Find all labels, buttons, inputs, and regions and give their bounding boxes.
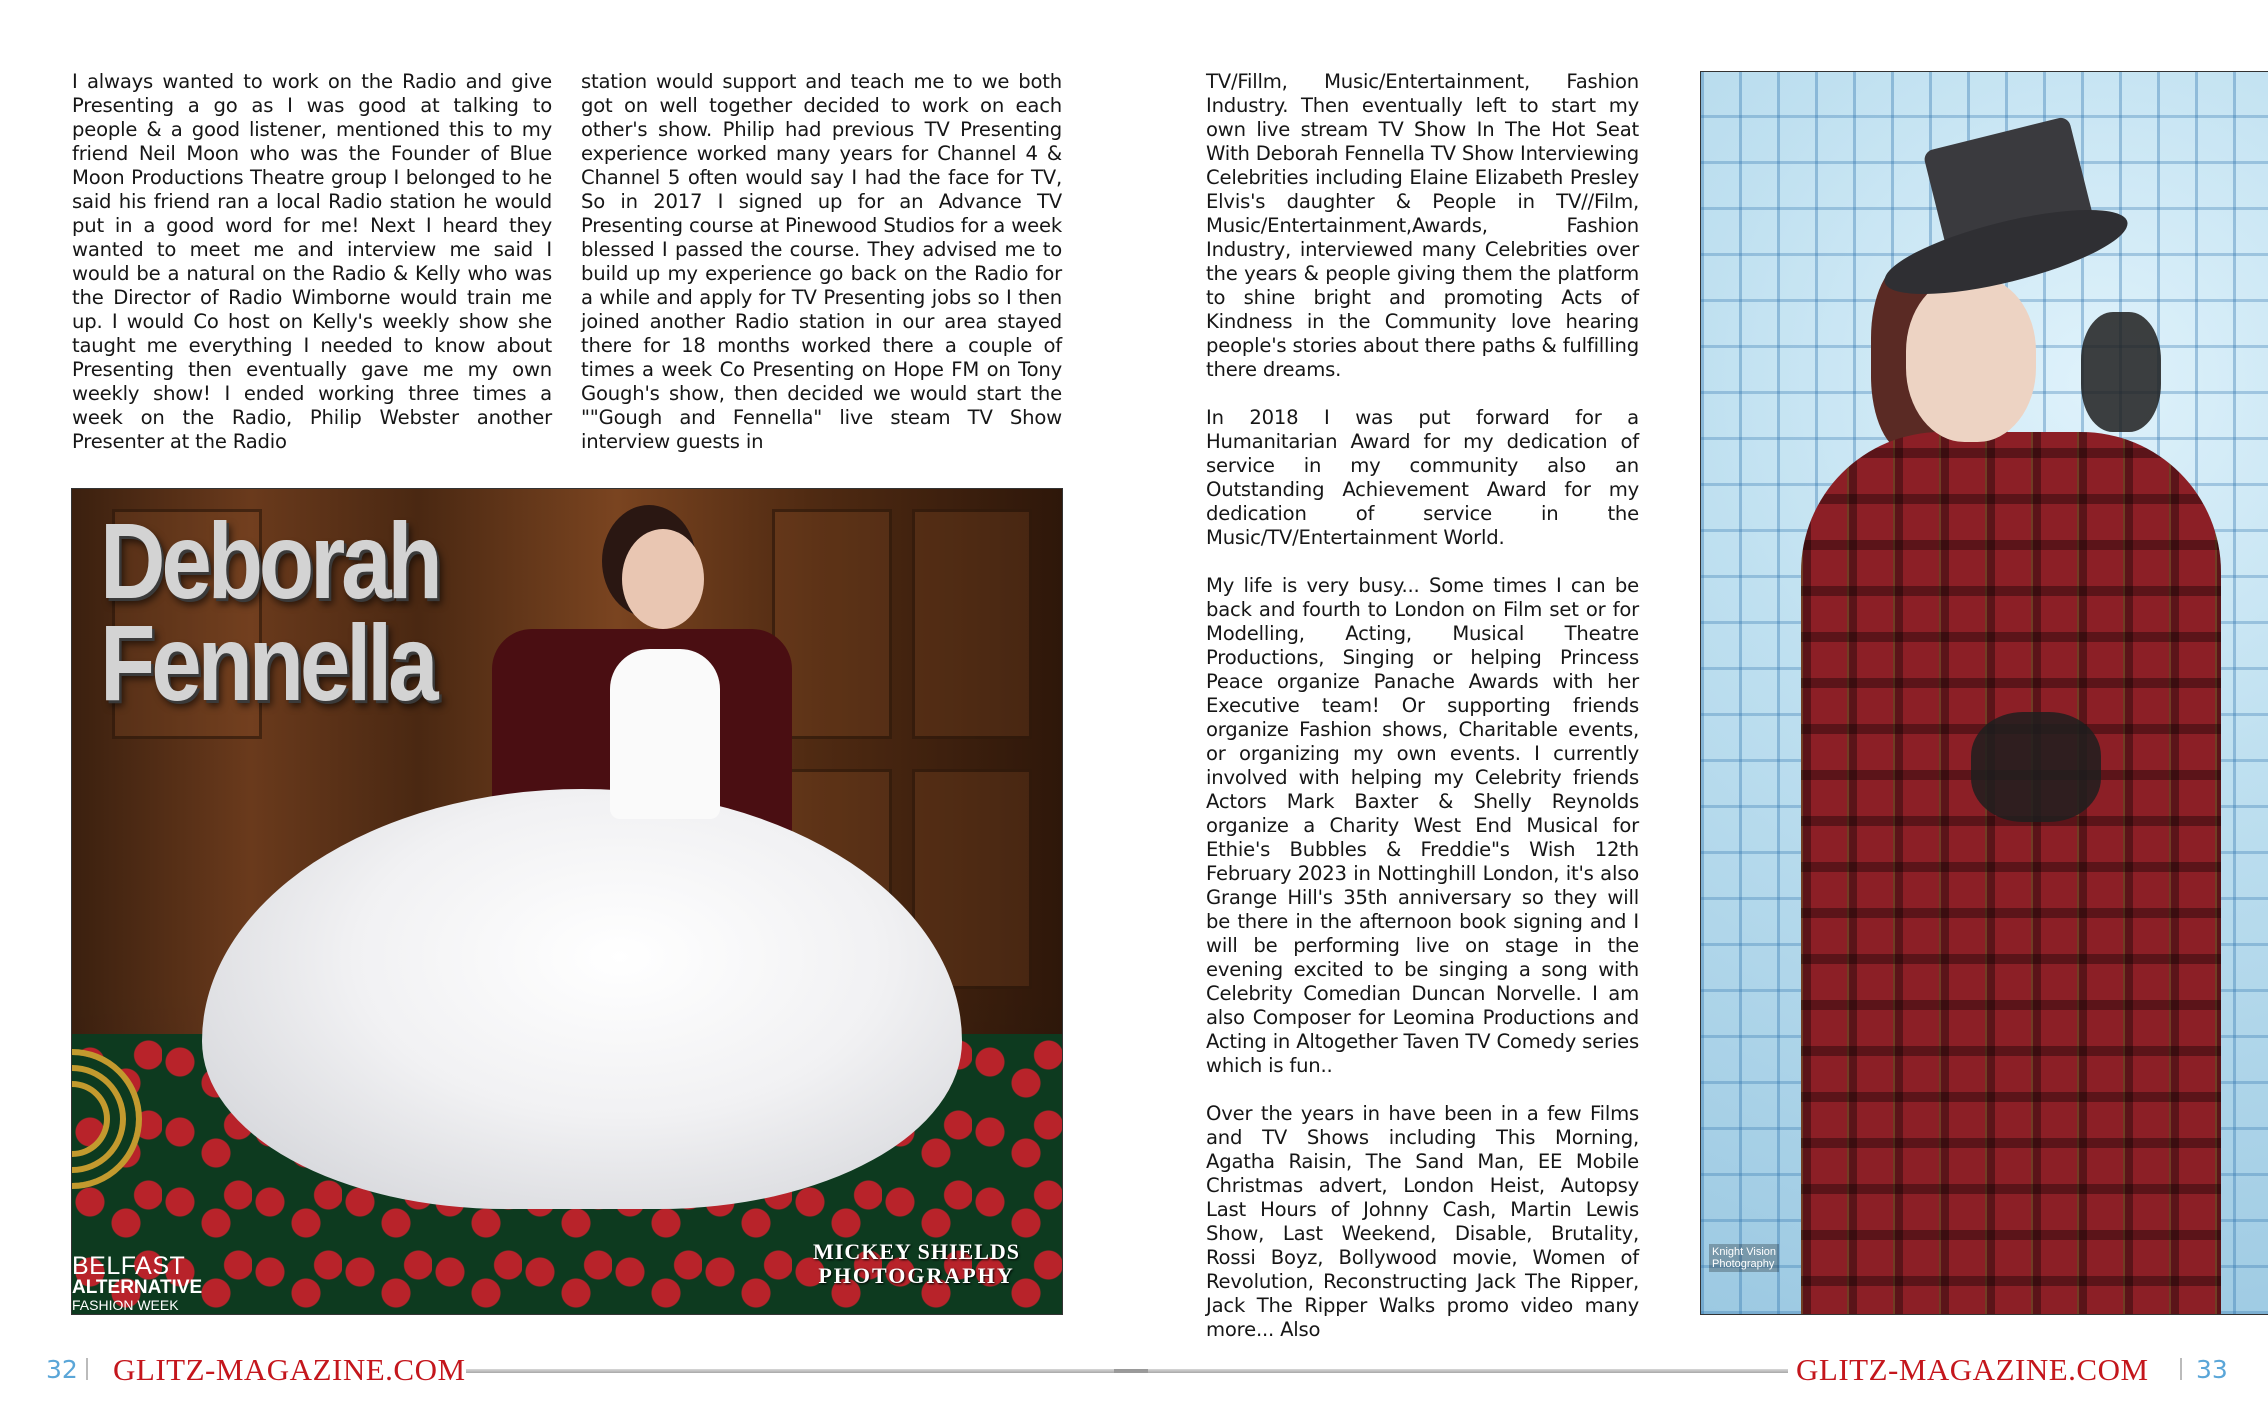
- logo-text-alternative: ALTERNATIVE: [72, 1277, 203, 1298]
- credit-name: MICKEY SHIELDS: [813, 1239, 1020, 1264]
- column-2-text: station would support and teach me to we both got on well together decided to work on each other's show. Philip had previous TV Presenting experience worked many years for Channel 4 & Channel 5 often would say I had the face for TV, So in 2017 I signed up for an Advance TV Presenting course at Pinewood Studios for a week blessed I passed the course. They advised me to build up my experience go back on the Radio for a while and apply for TV Presenting jobs so I then joined another Radio station in our area stayed there for 18 months worked there a couple of times a week Co Presenting on Hope FM on Tony Gough's show, then decided we would start the ""Gough and Fennella" live steam TV Show interview guests in: [581, 70, 1062, 453]
- credit-photography: PHOTOGRAPHY: [818, 1263, 1015, 1288]
- column-3-paragraph: My life is very busy... Some times I can be back and fourth to London on Film set or for Modelling, Acting, Musical Theatre Productions, Singing or helping Princess Peace organize Panache Awards with her Executive team! Or supporting friends organize Fashion shows, Charitable events, or organizing my own events. I currently involved with helping my Celebrity friends Actors Mark Baxter & Shelly Reynolds organize a Charity West End Musical for Ethie's Bubbles & Freddie"s Wish 12th February 2023 in Nottinghill London, it's also Grange Hill's 35th anniversary so they will be there in the afternoon book signing and I will be performing live on stage in the evening excited to be singing a song with Celebrity Comedian Duncan Norvelle. I am also Composer for Leomina Productions and Acting in Altogether Taven TV Comedy series which is fun..: [1206, 574, 1639, 1077]
- column-1-text: I always wanted to work on the Radio and give Presenting a go as I was good at talking to people & a good listener, mentioned this to my friend Neil Moon who was the Founder of Blue Moon Productions Theatre group I belonged to he said his friend ran a local Radio station he would put in a good word for me! Next I heard they wanted to meet me and interview me said I would be a natural on the Radio & Kelly who was the Director of Radio Wimborne would train me up. I would Co host on Kelly's weekly show she taught me everything I needed to know about Presenting then eventually gave me my own weekly show! I ended working three times a week on the Radio, Philip Webster another Presenter at the Radio: [72, 70, 552, 453]
- page-number-right: 33: [2196, 1355, 2228, 1384]
- page-footer: [0, 1352, 2268, 1392]
- article-column-3: [1206, 70, 1639, 1342]
- wood-panel: [912, 509, 1032, 739]
- photographer-watermark: [1709, 1244, 1779, 1272]
- brand-url-right[interactable]: GLITZ-MAGAZINE.COM: [1796, 1352, 2149, 1387]
- logo-text-fashion-week: FASHION WEEK: [72, 1297, 179, 1313]
- photographer-credit: [813, 1240, 1020, 1288]
- lace-glove-raised: [2081, 312, 2161, 432]
- tartan-coat: [1801, 432, 2221, 1315]
- gown-bodice: [610, 649, 720, 819]
- article-column-2: [581, 70, 1062, 454]
- column-3-paragraph: TV/Fillm, Music/Entertainment, Fashion Industry. Then eventually left to start my own live stream TV Show In The Hot Seat With Deborah Fennella TV Show Interviewing Celebrities including Elaine Elizabeth Presley Elvis's daughter & People in TV//Film, Music/Entertainment,Awards, Fashion Industry, interviewed many Celebrities over the years & people giving them the platform to shine bright and promoting Acts of Kindness in the Community love hearing people's stories about there paths & fulfilling there dreams.: [1206, 70, 1639, 381]
- footer-rule: [466, 1369, 1114, 1373]
- model-face: [1906, 277, 2036, 442]
- watermark-line-2: Photography: [1712, 1258, 1775, 1270]
- lace-glove: [1971, 712, 2101, 822]
- fashion-week-logo: [72, 1254, 202, 1312]
- logo-text-belfast: BELFAST: [72, 1252, 186, 1280]
- column-3-paragraph: In 2018 I was put forward for a Humanitarian Award for my dedication of service in my community also an Outstanding Achievement Award for my dedication of service in the Music/TV/Entertainment World.: [1206, 406, 1639, 549]
- name-overlay-last: Fennella: [100, 602, 435, 723]
- article-column-1: [72, 70, 552, 454]
- column-3-paragraph: Over the years in have been in a few Films and TV Shows including This Morning, Agatha Raisin, The Sand Man, EE Mobile Christmas advert, London Heist, Autopsy Last Hours of Johnny Cash, Martin Lewis Show, Last Weekend, Disable, Brutality, Rossi Boyz, Bollywood movie, Women of Revolution, Reconstructing Jack The Ripper, Jack The Ripper Walks promo video many more... Also: [1206, 1102, 1639, 1341]
- footer-rule-center: [1114, 1369, 1148, 1373]
- footer-rule: [1148, 1369, 1788, 1373]
- steampunk-portrait-photo: [1700, 71, 2268, 1315]
- footer-separator: [2180, 1358, 2182, 1380]
- page-number-left: 32: [46, 1355, 78, 1384]
- watermark-line-1: Knight Vision: [1712, 1246, 1777, 1258]
- name-overlay-first: Deborah: [100, 500, 439, 621]
- model-head: [622, 529, 704, 629]
- wedding-gown-photo: [71, 488, 1063, 1315]
- footer-separator: [86, 1358, 88, 1380]
- brand-url-left[interactable]: GLITZ-MAGAZINE.COM: [113, 1352, 466, 1387]
